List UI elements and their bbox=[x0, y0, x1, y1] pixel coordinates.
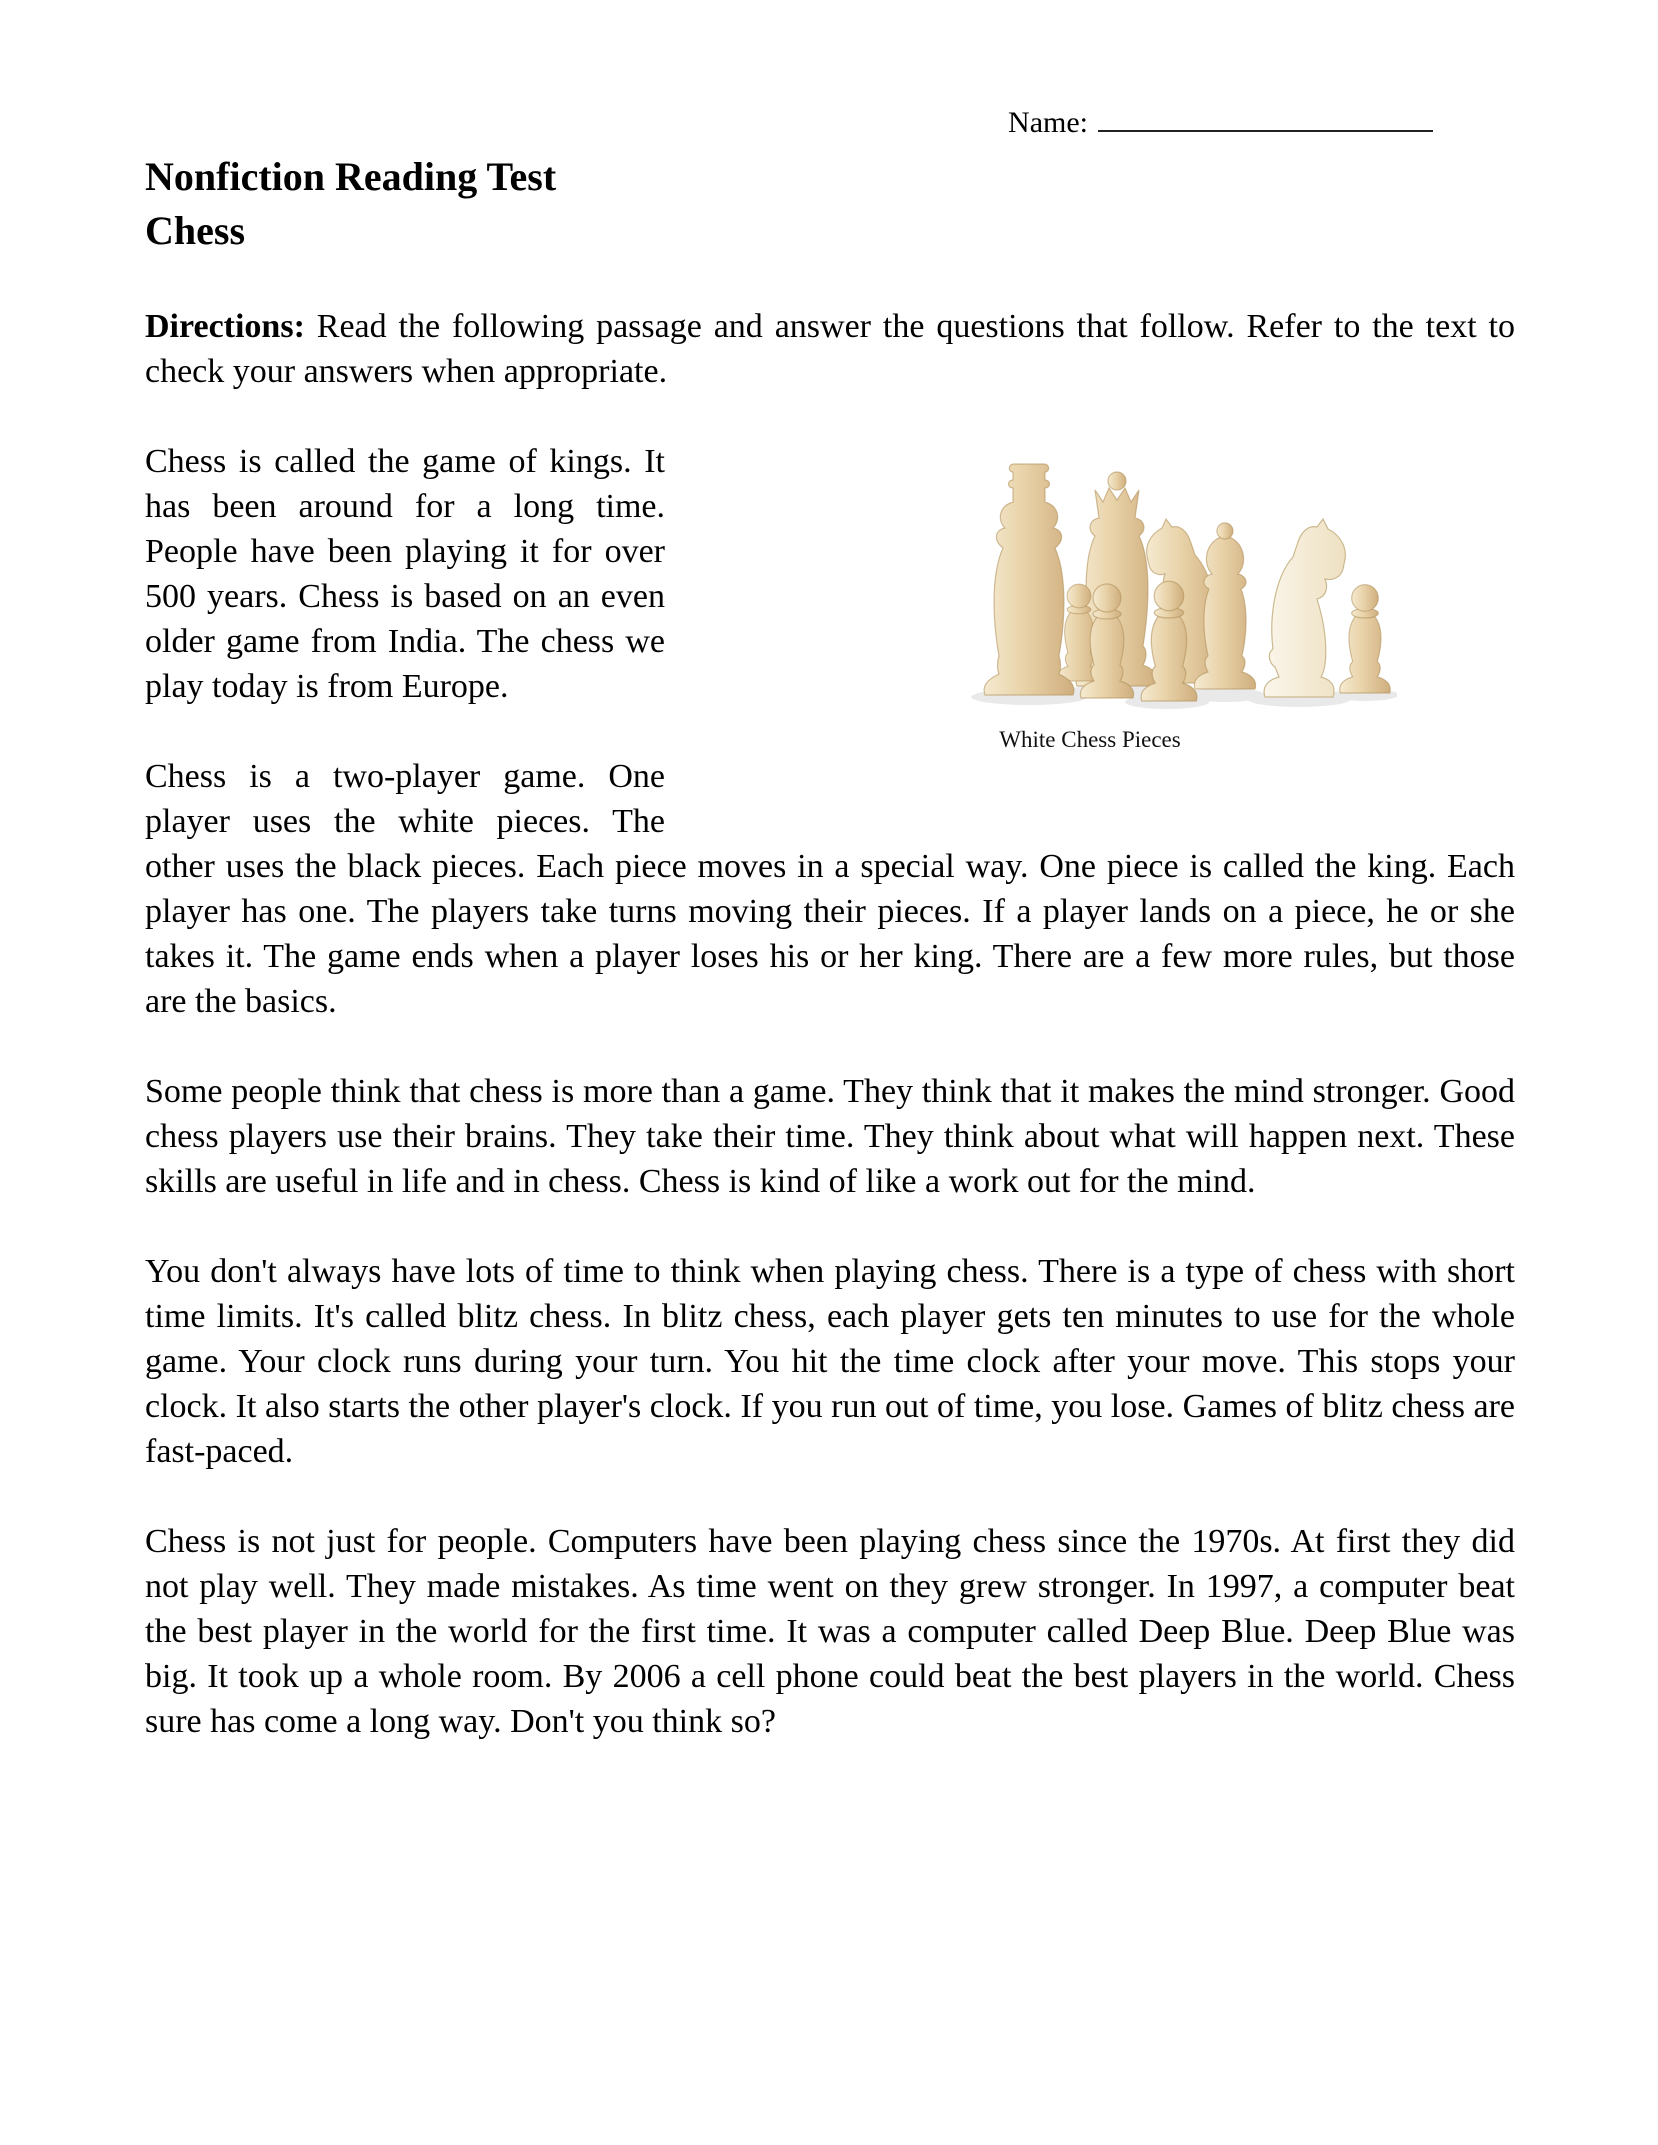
figure-caption: White Chess Pieces bbox=[999, 727, 1181, 752]
white-chess-pieces-photo bbox=[967, 439, 1397, 709]
name-label: Name: bbox=[1008, 106, 1088, 139]
page-title bbox=[145, 150, 1515, 258]
name-blank-line[interactable] bbox=[1098, 100, 1433, 132]
title-line-2: Chess bbox=[145, 208, 246, 253]
passage-paragraph-2: Chess is a two-player game. One player uses the white pieces. The other uses the black pieces. Each piece moves in a special way. One piece is called the king. Each player has one. The players take turns moving their pieces. If a player lands on a piece, he or she takes it. The game ends when a player loses his or her king. There are a few more rules, but those are the basics. bbox=[145, 758, 1515, 1020]
king-piece bbox=[984, 464, 1074, 695]
passage-paragraph-3: Some people think that chess is more than a game. They think that it makes the mind stronger. Good chess players use their brains. They take their time. They think about what will happen next. These skills are useful in life and in chess. Chess is kind of like a work out for the mind. bbox=[145, 1073, 1515, 1200]
directions-paragraph bbox=[145, 304, 1515, 394]
directions-text: Read the following passage and answer the questions that follow. Refer to the text to check your answers when appropriate. bbox=[145, 308, 1515, 390]
chess-pieces-figure bbox=[665, 439, 1515, 755]
knight-right-piece bbox=[1264, 519, 1345, 697]
passage-paragraph-1: Chess is called the game of kings. It has been around for a long time. People have been playing it for over 500 years. Chess is based on an even older game from India. The chess we play today is from Europe. bbox=[145, 443, 665, 705]
photo-wrap bbox=[967, 439, 1397, 709]
passage-paragraph-5: Chess is not just for people. Computers have been playing chess since the 1970s. At first they did not play well. They made mistakes. As time went on they grew stronger. In 1997, a computer beat the best player in the world for the first time. It was a computer called Deep Blue. Deep Blue was big. It took up a whole room. By 2006 a cell phone could beat the best players in the world. Chess sure has come a long way. Don't you think so? bbox=[145, 1523, 1515, 1740]
title-line-1: Nonfiction Reading Test bbox=[145, 154, 557, 199]
passage-paragraph-4: You don't always have lots of time to think when playing chess. There is a type of chess with short time limits. It's called blitz chess. In blitz chess, each player gets ten minutes to use for the whole game. Your clock runs during your turn. You hit the time clock after your move. This stops your clock. It also starts the other player's clock. If you run out of time, you lose. Games of blitz chess are fast-paced. bbox=[145, 1253, 1515, 1470]
directions-label: Directions: bbox=[145, 308, 305, 345]
name-row bbox=[145, 100, 1433, 144]
pawn-piece-3 bbox=[1340, 585, 1391, 693]
